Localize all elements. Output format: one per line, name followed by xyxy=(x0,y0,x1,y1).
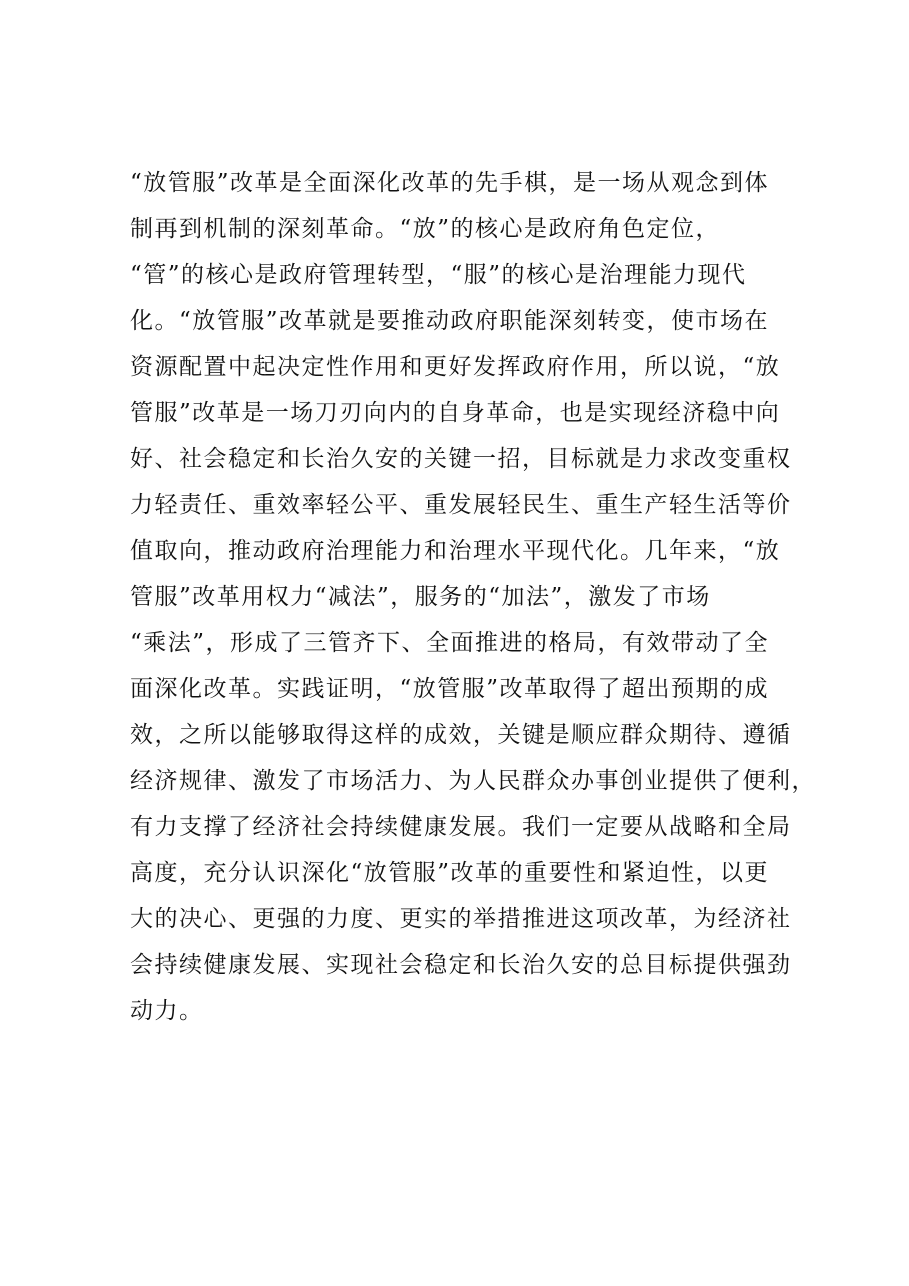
paragraph-line: 制再到机制的深刻革命。“放”的核心是政府角色定位， xyxy=(130,216,721,242)
paragraph-line: 管服”改革用权力“减法”，服务的“加法”，激发了市场 xyxy=(130,584,711,610)
paragraph-line: 经济规律、激发了市场活力、为人民群众办事创业提供了便利， xyxy=(130,768,816,794)
body-paragraph xyxy=(130,160,830,1034)
paragraph-line: 力轻责任、重效率轻公平、重发展轻民生、重生产轻生活等价 xyxy=(130,492,792,518)
paragraph-line: 值取向，推动政府治理能力和治理水平现代化。几年来，“放 xyxy=(130,538,781,564)
paragraph-line: 大的决心、更强的力度、更实的举措推进这项改革，为经济社 xyxy=(130,906,792,932)
paragraph-line: 会持续健康发展、实现社会稳定和长治久安的总目标提供强劲 xyxy=(130,952,792,978)
paragraph-line: 化。“放管服”改革就是要推动政府职能深刻转变，使市场在 xyxy=(130,308,770,334)
paragraph-line: 高度，充分认识深化“放管服”改革的重要性和紧迫性，以更 xyxy=(130,860,770,886)
paragraph-line: 资源配置中起决定性作用和更好发挥政府作用，所以说，“放 xyxy=(130,354,781,380)
paragraph-line: “管”的核心是政府管理转型，“服”的核心是治理能力现代 xyxy=(130,262,747,288)
paragraph-line: 好、社会稳定和长治久安的关键一招，目标就是力求改变重权 xyxy=(130,446,792,472)
paragraph-line: “放管服”改革是全面深化改革的先手棋，是一场从观念到体 xyxy=(130,170,770,196)
paragraph-line: 面深化改革。实践证明，“放管服”改革取得了超出预期的成 xyxy=(130,676,770,702)
paragraph-line: 有力支撑了经济社会持续健康发展。我们一定要从战略和全局 xyxy=(130,814,792,840)
paragraph-line: 效，之所以能够取得这样的成效，关键是顺应群众期待、遵循 xyxy=(130,722,792,748)
paragraph-line: 管服”改革是一场刀刃向内的自身革命，也是实现经济稳中向 xyxy=(130,400,781,426)
paragraph-line: 动力。 xyxy=(130,998,204,1024)
paragraph-line: “乘法”，形成了三管齐下、全面推进的格局，有效带动了全 xyxy=(130,630,770,656)
